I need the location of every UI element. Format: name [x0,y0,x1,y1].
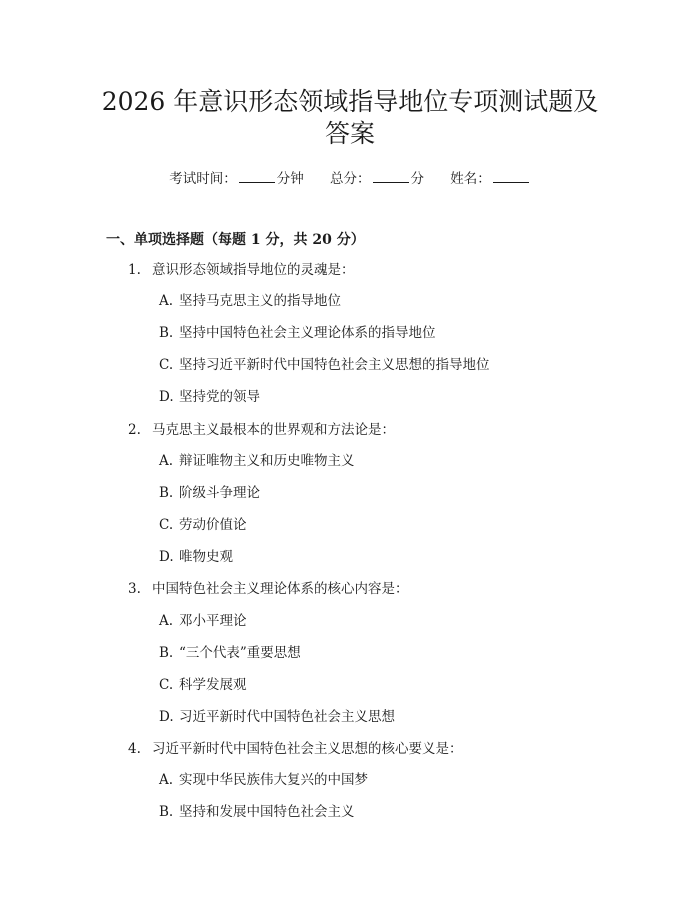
option-text: 坚持中国特色社会主义理论体系的指导地位 [179,325,436,341]
document-title-line-1: 2026 年意识形态领域指导地位专项测试题及 [101,87,599,116]
option-key: D. [159,549,174,565]
option-text: 坚持党的领导 [179,389,260,405]
option-3b [159,643,301,663]
option-key: B. [159,485,174,501]
option-1b [159,323,436,343]
option-key: B. [159,645,174,661]
question-text: 意识形态领域指导地位的灵魂是： [152,262,355,278]
option-2c [159,515,247,535]
option-text: 邓小平理论 [179,613,247,629]
option-key: D. [159,389,174,405]
option-text: 坚持马克思主义的指导地位 [179,293,341,309]
exam-time-field [169,168,304,189]
option-3a [159,611,247,631]
option-key: A. [159,772,174,788]
option-4b [159,802,355,822]
option-key: B. [159,325,174,341]
option-text: 坚持习近平新时代中国特色社会主义思想的指导地位 [179,357,490,373]
question-3 [128,579,409,599]
option-1d [159,387,260,407]
option-text: 劳动价值论 [179,517,247,533]
option-1c [159,355,490,375]
exam-info-row [0,168,700,189]
option-key: A. [159,453,174,469]
option-key: C. [159,357,174,373]
option-text: 习近平新时代中国特色社会主义思想 [179,709,395,725]
option-3c [159,675,247,695]
name-field [450,168,531,189]
option-text: 辩证唯物主义和历史唯物主义 [179,453,355,469]
option-4a [159,770,368,790]
total-score-label: 总分： [330,171,371,187]
name-blank [493,168,529,183]
option-text: 坚持和发展中国特色社会主义 [179,804,355,820]
option-text: 科学发展观 [179,677,247,693]
question-number: 1. [128,262,141,278]
total-score-field [330,168,424,189]
option-key: B. [159,804,174,820]
total-score-unit: 分 [410,171,424,187]
option-text: 实现中华民族伟大复兴的中国梦 [179,772,368,788]
option-2d [159,547,233,567]
option-text: 阶级斗争理论 [179,485,260,501]
question-1 [128,260,355,280]
document-title-line-2: 答案 [324,119,375,148]
option-text: 唯物史观 [179,549,233,565]
question-number: 4. [128,741,141,757]
total-score-blank [373,168,409,183]
option-key: C. [159,517,174,533]
option-key: C. [159,677,174,693]
question-4 [128,739,463,759]
option-2b [159,483,260,503]
option-3d [159,707,395,727]
name-label: 姓名： [450,171,491,187]
exam-time-unit: 分钟 [276,171,304,187]
option-1a [159,291,341,311]
question-text: 马克思主义最根本的世界观和方法论是： [152,422,395,438]
section-heading: 一、单项选择题（每题 1 分，共 20 分） [106,232,365,248]
question-2 [128,420,395,440]
question-number: 2. [128,422,141,438]
exam-time-blank [239,168,275,183]
exam-time-label: 考试时间： [169,171,237,187]
option-text: “三个代表”重要思想 [179,645,301,661]
option-key: D. [159,709,174,725]
question-text: 习近平新时代中国特色社会主义思想的核心要义是： [152,741,463,757]
option-key: A. [159,613,174,629]
question-number: 3. [128,581,141,597]
question-text: 中国特色社会主义理论体系的核心内容是： [152,581,409,597]
option-2a [159,451,355,471]
option-key: A. [159,293,174,309]
